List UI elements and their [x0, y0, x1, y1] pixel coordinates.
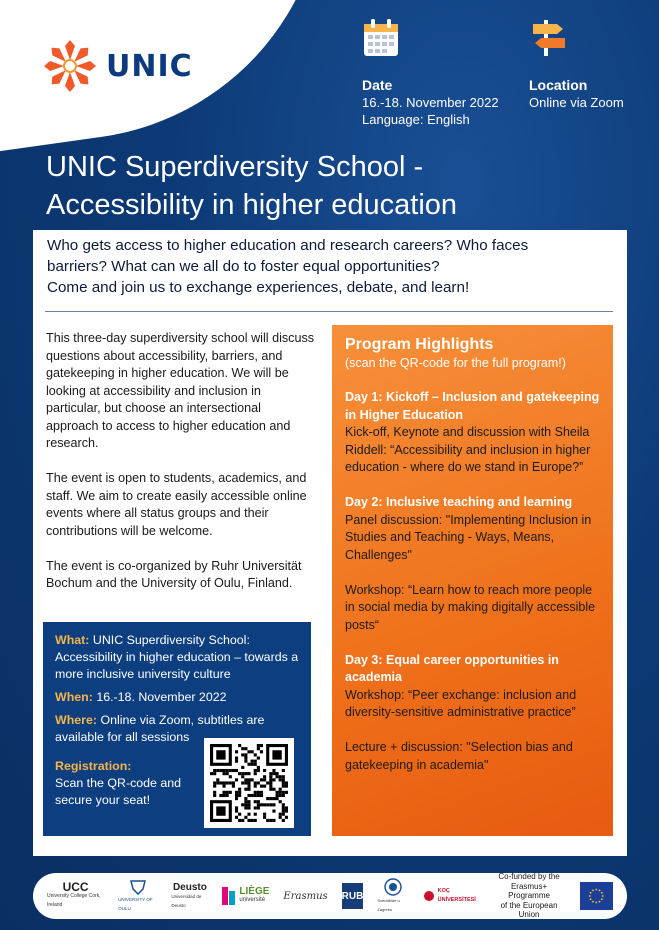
erasmus-logo: Erasmus: [283, 890, 328, 902]
when-row: [55, 689, 299, 706]
day3-text-2: Lecture + discussion: "Selection bias and gatekeeping in academia": [345, 740, 573, 772]
main-title: [46, 148, 626, 224]
location-title: Location: [529, 77, 588, 93]
cofund-line-2: Erasmus+ Programme: [508, 881, 550, 901]
partner-logos-bar: [33, 873, 627, 919]
deusto-logo: [171, 883, 208, 910]
cofunded-text: [492, 872, 567, 920]
oulu-logo-text: UNIVERSITY OF OULU: [118, 897, 153, 911]
program-highlights-box: [332, 325, 613, 836]
registration-label: Registration:: [55, 759, 132, 773]
unic-sunburst-icon: [42, 38, 98, 94]
signpost-icon: [529, 18, 569, 58]
intro-divider: [45, 311, 613, 312]
location-value: Online via Zoom: [529, 95, 624, 110]
rub-logo: RUB: [342, 883, 364, 909]
oulu-crest-icon: [129, 879, 147, 895]
zagreb-logo: [377, 878, 408, 914]
language-value: Language: English: [362, 112, 470, 127]
intro-line-3: Come and join us to exchange experiences, debate, and learn!: [47, 279, 470, 296]
deusto-logo-subtext: Universidad de Deusto: [171, 893, 202, 908]
intro-line-1: Who gets access to higher education and research careers? Who faces: [47, 237, 529, 254]
when-value: 16.-18. November 2022: [96, 690, 227, 704]
date-block: [362, 18, 499, 128]
liege-mark-icon: [222, 887, 236, 905]
eu-flag-icon: [580, 882, 613, 910]
what-value: UNIC Superdiversity School: Accessibility in higher education – towards a more inclusive university culture: [55, 633, 299, 681]
date-title: Date: [362, 77, 393, 93]
description-paragraph-2: The event is open to students, academics, and staff. We aim to create easily accessible online events where all status groups and their contributions will be welcome.: [46, 471, 307, 538]
date-value: 16.-18. November 2022: [362, 95, 499, 110]
zagreb-seal-icon: [384, 878, 402, 896]
oulu-logo: [118, 879, 157, 913]
liege-logo-title: LIÈGE: [239, 886, 270, 897]
koc-logo: [423, 887, 478, 905]
logo-text: UNIC: [106, 48, 193, 84]
cofund-line-3: of the European Union: [500, 900, 558, 920]
deusto-logo-text: Deusto: [172, 881, 207, 893]
ucc-logo-text: UCC: [62, 879, 89, 894]
liege-logo-subtext: université: [239, 897, 266, 903]
cofund-line-1: Co-funded by the: [498, 872, 560, 882]
when-label: When:: [55, 690, 93, 704]
liege-logo-text: [239, 887, 269, 905]
calendar-icon: [362, 18, 402, 58]
zagreb-logo-text: Sveučilište u Zagrebu: [377, 898, 400, 912]
intro-text: [47, 235, 617, 298]
what-label: What:: [55, 633, 90, 647]
description-paragraph-3: The event is co-organized by Ruhr Universität Bochum and the University of Oulu, Finland.: [46, 558, 302, 590]
program-title: Program Highlights: [345, 336, 494, 353]
ucc-logo: [47, 879, 104, 910]
liege-logo: [222, 887, 269, 905]
where-value: Online via Zoom, subtitles are available for all sessions: [55, 713, 265, 744]
title-line-2: Accessibility in higher education: [46, 189, 458, 221]
day1-text: Kick-off, Keynote and discussion with Sheila Riddell: “Accessibility and inclusion in higher education - where do we stand in Europe?”: [345, 425, 591, 474]
description: [46, 330, 316, 610]
description-paragraph-1: This three-day superdiversity school will discuss questions about accessibility, barriers, and gatekeeping in higher education. We will be looking at accessibility and inclusion in particular, but choose an intersectional approach to access to higher education and research.: [46, 331, 315, 450]
qr-code[interactable]: [204, 738, 294, 828]
qr-code-icon: [210, 744, 288, 822]
ucc-logo-subtext: University College Cork, Ireland: [47, 892, 101, 908]
registration-value: Scan the QR-code and secure your seat!: [55, 776, 182, 807]
koc-mark-icon: [423, 890, 435, 902]
day2-text-2: Workshop: “Learn how to reach more people in social media by making digitally accessible posts“: [345, 582, 596, 632]
registration-row: [55, 758, 205, 809]
koc-logo-text: KOÇ ÜNİVERSİTESİ: [437, 888, 476, 903]
day2-title: Day 2: Inclusive teaching and learning: [345, 495, 573, 509]
day1-title: Day 1: Kickoff – Inclusion and gatekeeping in Higher Education: [345, 390, 600, 422]
day2-text-1: Panel discussion: "Implementing Inclusion in Studies and Teaching - Ways, Means, Challenges": [345, 512, 592, 562]
unic-logo: [42, 38, 193, 94]
title-line-1: UNIC Superdiversity School -: [46, 151, 424, 183]
day3-text-1: Workshop: “Peer exchange: inclusion and diversity-sensitive administrative practice”: [345, 687, 577, 719]
where-label: Where:: [55, 713, 97, 727]
program-subtitle: (scan the QR-code for the full program!): [345, 356, 566, 370]
what-row: [55, 632, 299, 683]
day3-title: Day 3: Equal career opportunities in academia: [345, 652, 559, 684]
intro-line-2: barriers? What can we all do to foster equal opportunities?: [47, 258, 440, 275]
location-block: [529, 18, 624, 111]
